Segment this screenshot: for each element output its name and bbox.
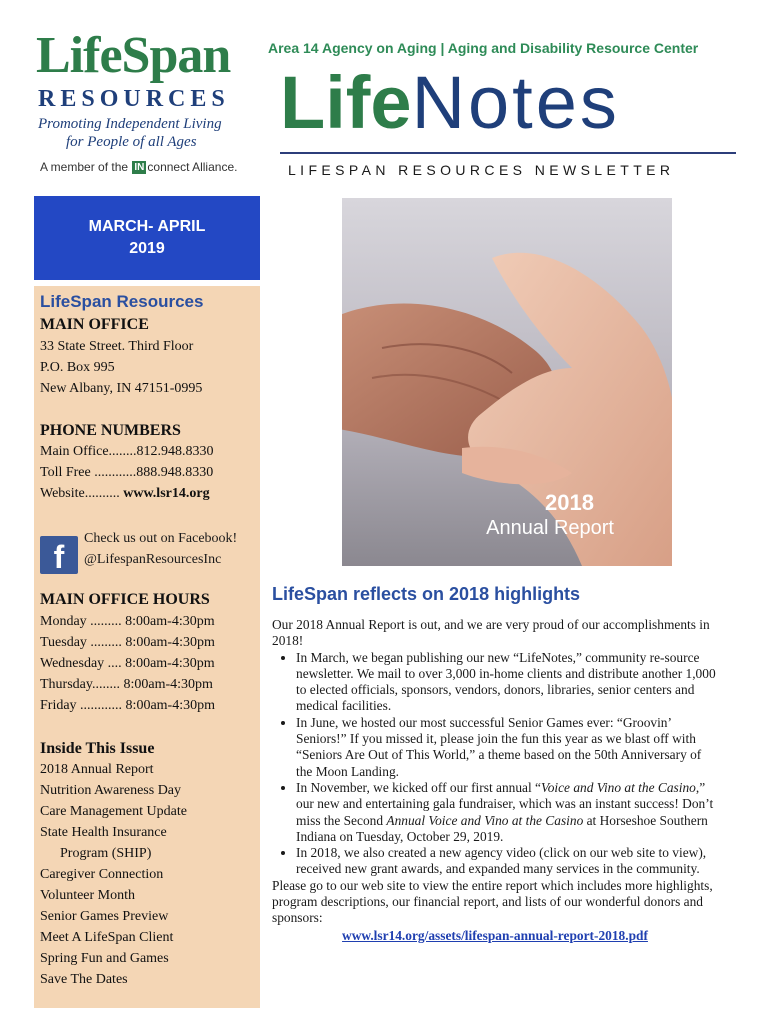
title-life: Life (280, 61, 412, 144)
event-name: Voice and Vino at the Casino (541, 779, 696, 795)
inside-item: Care Management Update (40, 804, 187, 819)
article-intro: Our 2018 Annual Report is out, and we are very proud of our accomplishments in 2018! (272, 617, 710, 649)
hours-row: Monday ......... 8:00am-4:30pm (40, 614, 215, 629)
inside-item: State Health Insurance (40, 825, 167, 840)
inconnect-badge: IN (134, 162, 145, 173)
website-link[interactable]: www.lsr14.org (123, 486, 210, 501)
issue-year: 2019 (129, 240, 165, 257)
inside-item: Nutrition Awareness Day (40, 783, 182, 798)
annual-report-link[interactable]: www.lsr14.org/assets/lifespan-annual-report-2018.pdf (342, 927, 648, 943)
logo-tagline-1: Promoting Independent Living (38, 116, 222, 132)
logo-tagline-2: for People of all Ages (66, 134, 197, 150)
inside-list (40, 759, 187, 990)
event-name: Annual Voice and Vino at the Casino (386, 812, 584, 828)
bullet-text: ,” our new and entertaining gala fundraiser, which was an instant success! Don’t miss the Second (296, 779, 714, 828)
newsletter-title (280, 61, 620, 144)
website-label: Website.......... (40, 486, 124, 501)
inside-item: Volunteer Month (40, 888, 136, 903)
inside-item: 2018 Annual Report (40, 762, 154, 777)
hours-row: Wednesday .... 8:00am-4:30pm (40, 656, 215, 671)
hours-row: Thursday........ 8:00am-4:30pm (40, 677, 213, 692)
photo-year: 2018 (545, 490, 594, 515)
bullet-text: In November, we kicked off our first annual “ (296, 779, 541, 795)
article-bullet (296, 780, 718, 845)
logo-wordmark: LifeSpan (36, 27, 231, 84)
hours-row: Friday ............ 8:00am-4:30pm (40, 698, 215, 713)
website-row (40, 483, 214, 504)
article-bullets (272, 650, 718, 878)
member-suffix: connect Alliance. (147, 160, 238, 174)
member-note (40, 160, 237, 174)
hours-heading: MAIN OFFICE HOURS (40, 591, 210, 608)
facebook-icon[interactable]: f (40, 536, 78, 574)
inside-item: Meet A LifeSpan Client (40, 930, 174, 945)
annual-report-cover-photo (342, 198, 672, 566)
hours-list (40, 611, 215, 716)
phone-list (40, 441, 214, 504)
inside-item: Spring Fun and Games (40, 951, 169, 966)
article-bullet: • In March, we began publishing our new “LifeNotes,” community re-source newsletter. We mail to over 3,000 in-home clients and distribute another 1,000 to elected officials, sponsors, vendors, donors, libraries, senior centers and medical facilities. (296, 650, 718, 715)
hours-row: Tuesday ......... 8:00am-4:30pm (40, 635, 215, 650)
main-office-address (40, 336, 202, 399)
sidebar-brand: LifeSpan Resources (40, 292, 204, 311)
title-notes: Notes (411, 61, 620, 144)
inside-item: Senior Games Preview (40, 909, 169, 924)
article-body (272, 617, 718, 944)
bullet-text: at Horseshoe Southern Indiana on Tuesday, October 29, 2019. (296, 812, 708, 844)
article-bullet: • In June, we hosted our most successful Senior Games ever: “Groovin’ Seniors!” If you missed it, please join the fun this year as we blast off with “Seniors Are Out of This World,” a theme based on the 50th Anniversary of the Moon Landing. (296, 715, 718, 780)
phone-heading: PHONE NUMBERS (40, 422, 181, 439)
facebook-callout (84, 528, 237, 570)
article-bullet: • In 2018, we also created a new agency video (click on our web site to view), received new grant awards, and expanded many services in the community. (296, 845, 718, 878)
hands-illustration (342, 198, 672, 566)
inside-item: Save The Dates (40, 972, 128, 987)
address-line: New Albany, IN 47151-0995 (40, 381, 203, 396)
newsletter-subtitle: LIFESPAN RESOURCES NEWSLETTER (288, 162, 675, 178)
inside-item: Caregiver Connection (40, 867, 164, 882)
article-title: LifeSpan reflects on 2018 highlights (272, 584, 581, 604)
address-line: P.O. Box 995 (40, 360, 115, 375)
article-closing: Please go to our web site to view the entire report which includes more highlights, program descriptions, our financial report, and lists of our wonderful donors and sponsors: (272, 877, 713, 926)
address-line: 33 State Street. Third Floor (40, 339, 194, 354)
logo-subtitle: RESOURCES (38, 86, 230, 112)
main-office-heading: MAIN OFFICE (40, 316, 149, 333)
facebook-handle[interactable]: @LifespanResourcesInc (84, 552, 222, 567)
photo-label: Annual Report (486, 517, 614, 539)
issue-months: MARCH- APRIL (88, 217, 206, 235)
title-divider (280, 152, 736, 154)
facebook-line-1: Check us out on Facebook! (84, 531, 238, 546)
issue-date-box (34, 196, 260, 280)
agency-line: Area 14 Agency on Aging | Aging and Disability Resource Center (268, 40, 699, 56)
phone-tollfree: Toll Free ............888.948.8330 (40, 465, 214, 480)
phone-main: Main Office........812.948.8330 (40, 444, 214, 459)
inside-item: Program (SHIP) (60, 846, 152, 861)
member-prefix: A member of the (40, 160, 132, 174)
inside-heading: Inside This Issue (40, 740, 155, 757)
